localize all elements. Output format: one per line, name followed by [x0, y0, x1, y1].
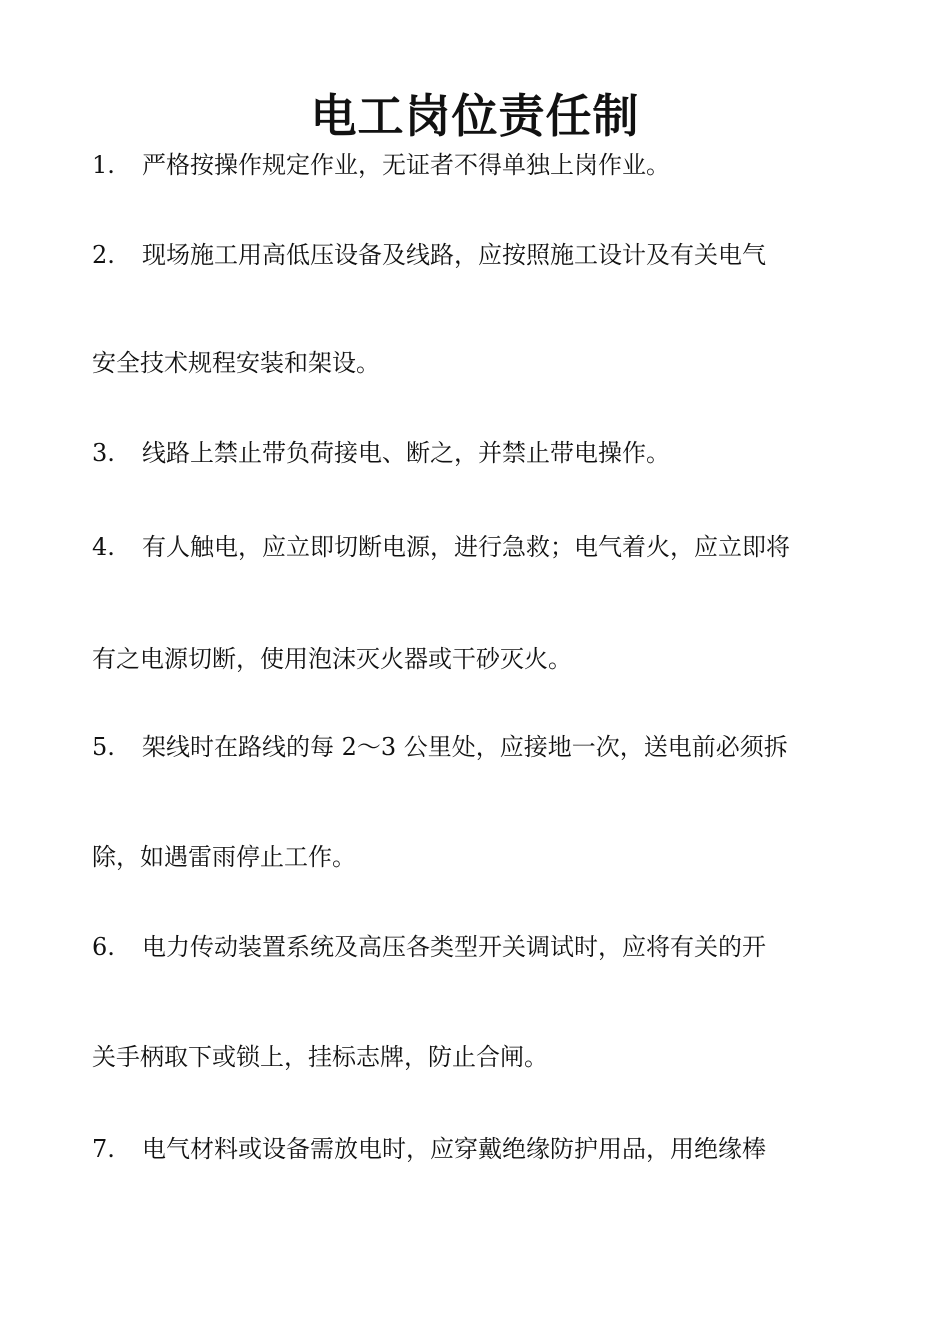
item-3 [92, 436, 882, 470]
document-title: 电工岗位责任制 [310, 89, 640, 143]
item-text: 线路上禁止带负荷接电、断之，并禁止带电操作。 [142, 439, 670, 467]
item-number: 1. [92, 151, 115, 179]
item-number: 3. [92, 439, 115, 467]
item-text: 有人触电，应立即切断电源，进行急救；电气着火，应立即将 [142, 533, 790, 561]
item-7 [92, 1132, 882, 1166]
item-number: 7. [92, 1135, 115, 1163]
item-6-continuation: 关手柄取下或锁上，挂标志牌，防止合闸。 [92, 1043, 548, 1071]
item-2-continuation: 安全技术规程安装和架设。 [92, 349, 380, 377]
item-4-continuation: 有之电源切断，使用泡沫灭火器或干砂灭火。 [92, 645, 572, 673]
item-text: 架线时在路线的每 2～3 公里处，应接地一次，送电前必须拆 [142, 733, 788, 761]
item-2 [92, 238, 882, 272]
item-number: 6. [92, 933, 115, 961]
item-number: 4. [92, 533, 115, 561]
item-text: 现场施工用高低压设备及线路，应按照施工设计及有关电气 [142, 241, 766, 269]
item-number: 5. [92, 733, 115, 761]
item-1 [92, 148, 882, 182]
item-text: 严格按操作规定作业，无证者不得单独上岗作业。 [142, 151, 670, 179]
item-5-continuation: 除，如遇雷雨停止工作。 [92, 843, 356, 871]
item-4 [92, 530, 882, 564]
item-text: 电力传动装置系统及高压各类型开关调试时，应将有关的开 [142, 933, 766, 961]
item-text: 电气材料或设备需放电时，应穿戴绝缘防护用品，用绝缘棒 [142, 1135, 766, 1163]
item-number: 2. [92, 241, 115, 269]
item-5 [92, 730, 882, 764]
item-6 [92, 930, 882, 964]
